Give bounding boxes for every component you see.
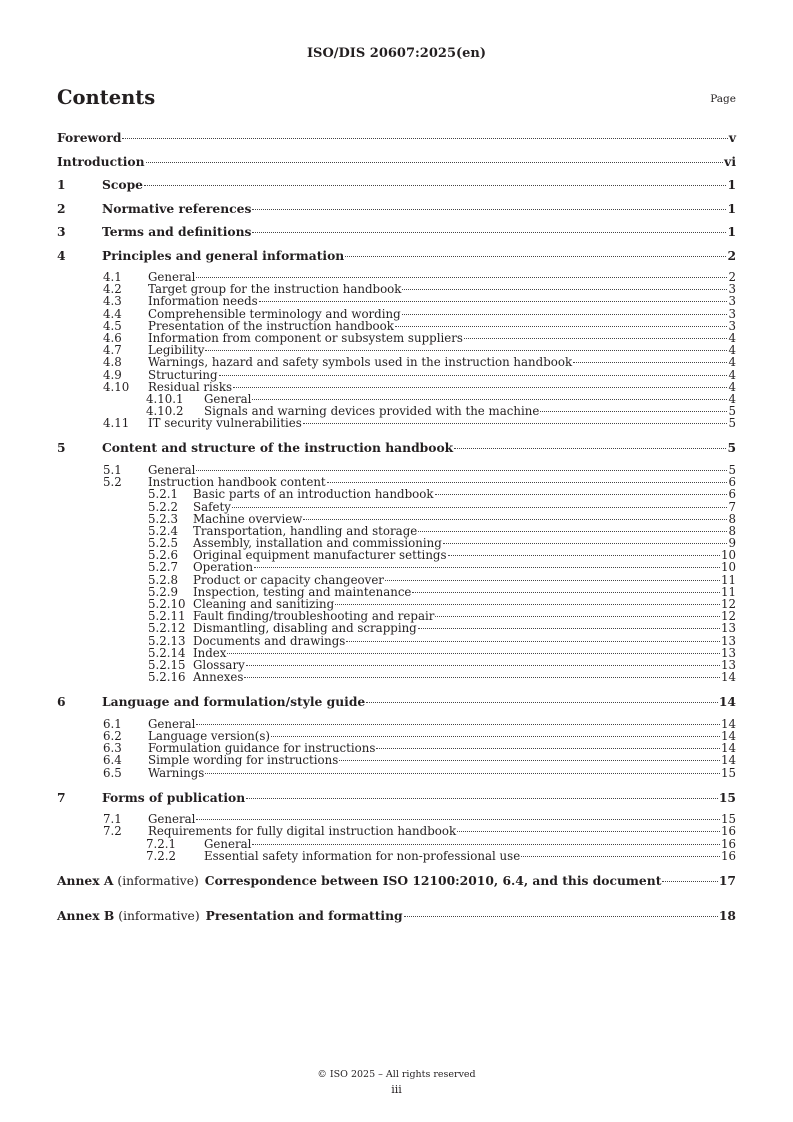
toc-entry-number: 4.7 [103, 343, 122, 358]
toc-entry[interactable] [57, 130, 736, 154]
toc-entry[interactable] [57, 694, 736, 718]
toc-dot-leader [196, 277, 727, 278]
toc-entry-number: 5.2 [103, 475, 122, 490]
toc-entry-number: 5.2.3 [148, 511, 179, 526]
toc-dot-leader [339, 760, 720, 761]
toc-entry[interactable] [57, 201, 736, 225]
toc-entry-page[interactable]: 16 [720, 824, 736, 839]
toc-entry-title[interactable]: Terms and definitions [102, 224, 252, 239]
toc-dot-leader [435, 616, 720, 617]
toc-entry-title[interactable]: Forms of publication [102, 789, 246, 805]
toc-entry-title[interactable]: Presentation and formatting [205, 907, 403, 923]
toc-entry-page[interactable]: 15 [718, 789, 736, 805]
toc-entry[interactable] [57, 825, 736, 837]
toc-entry-page[interactable]: 4 [728, 355, 736, 370]
toc-entry-number: 4.10 [103, 379, 130, 394]
toc-entry-title[interactable]: Fault finding/troubleshooting and repair [193, 609, 435, 624]
toc-entry-title[interactable]: Comprehensible terminology and wording [148, 306, 401, 321]
toc-entry-number: 6 [57, 694, 66, 710]
toc-entry-page[interactable]: 3 [728, 318, 736, 333]
toc-entry[interactable] [57, 308, 736, 320]
toc-entry-number: 4.8 [103, 355, 122, 370]
toc-dot-leader [404, 916, 718, 917]
toc-dot-leader [327, 482, 728, 483]
toc-entry-page[interactable]: 11 [720, 584, 736, 599]
toc-entry-title[interactable]: Residual risks [148, 379, 233, 394]
toc-entry-number: 4.3 [103, 294, 122, 309]
toc-entry[interactable] [57, 369, 736, 381]
toc-dot-leader [196, 470, 727, 471]
toc-entry-title[interactable]: Content and structure of the instruction handbook [102, 440, 454, 456]
toc-dot-leader [271, 736, 720, 737]
toc-dot-leader [402, 289, 727, 290]
toc-entry-page[interactable]: 14 [720, 753, 736, 768]
toc-dot-leader [244, 677, 720, 678]
toc-entry-number: 4.6 [103, 330, 122, 345]
toc-entry-number: 5.2.16 [148, 670, 186, 685]
toc-dot-leader [448, 555, 720, 556]
toc-entry-page[interactable]: 6 [728, 487, 736, 502]
toc-entry-number: 6.1 [103, 716, 122, 731]
toc-entry[interactable] [57, 488, 736, 500]
toc-entry[interactable] [57, 177, 736, 201]
toc-entry-number: 4.1 [103, 270, 122, 284]
toc-entry-page[interactable]: 4 [728, 367, 736, 382]
toc-annex-number: Annex A [57, 873, 114, 888]
toc-entry-number: 7.2.1 [146, 836, 177, 851]
toc-entry-number: 7.2.2 [146, 848, 177, 863]
page-column-label: Page [710, 93, 736, 105]
toc-entry-page[interactable]: 3 [728, 306, 736, 321]
toc-entry-number: 4.2 [103, 282, 122, 297]
toc-entry-number: 4.4 [103, 306, 122, 321]
toc-entry-page[interactable]: 4 [728, 330, 736, 345]
toc-entry-number: 4 [57, 247, 66, 263]
toc-entry-page[interactable]: 12 [720, 609, 736, 624]
toc-entry-page[interactable]: 5 [727, 440, 736, 456]
toc-entry-title[interactable]: Foreword [57, 130, 122, 145]
toc-entry-number: 5.2.8 [148, 572, 179, 587]
toc-entry-number: 5.2.10 [148, 597, 186, 611]
toc-entry-number: 6.3 [103, 741, 122, 756]
toc-entry[interactable] [57, 790, 736, 814]
toc-entry-title[interactable]: Machine overview [193, 511, 303, 526]
toc-entry-number: 2 [57, 200, 66, 216]
toc-entry-number: 5.2.11 [148, 609, 186, 624]
toc-entry-number: 4.10.2 [146, 404, 184, 419]
toc-entry-title[interactable]: Language version(s) [148, 729, 271, 743]
toc-entry-page[interactable]: 3 [728, 282, 736, 297]
toc-entry-page[interactable]: 2 [727, 247, 736, 263]
toc-entry-page[interactable]: 3 [728, 294, 736, 309]
toc-entry-page[interactable]: 15 [720, 765, 736, 780]
toc-entry-number: 4.10.1 [146, 391, 184, 406]
toc-entry-number: 5.2.6 [148, 548, 179, 563]
toc-entry-number: 1 [57, 177, 66, 192]
toc-dot-leader [402, 314, 728, 315]
toc-dot-leader [345, 256, 726, 257]
toc-entry-number: 5.2.4 [148, 523, 179, 538]
toc-entry-title[interactable]: Normative references [102, 200, 252, 216]
toc-entry-page[interactable]: 1 [727, 177, 736, 192]
toc-entry-number: 5.2.5 [148, 536, 179, 551]
toc-entry[interactable] [57, 754, 736, 766]
toc-entry-page[interactable]: 14 [720, 670, 736, 685]
toc-entry[interactable] [57, 501, 736, 513]
toc-entry-page[interactable]: vi [724, 153, 736, 169]
toc-entry-page[interactable]: 15 [720, 812, 736, 827]
toc-entry-page[interactable]: 1 [727, 224, 736, 239]
toc-dot-leader [252, 209, 726, 210]
toc-entry-page[interactable]: 5 [728, 462, 736, 477]
toc-entry[interactable] [57, 574, 736, 586]
toc-entry-number: 5.2.7 [148, 560, 179, 575]
toc-annex-type: (informative) [117, 874, 199, 888]
toc-entry-title[interactable]: Safety [193, 499, 231, 514]
toc-entry-title[interactable]: Introduction [57, 153, 145, 169]
toc-entry-title[interactable]: Dismantling, disabling and scrapping [193, 621, 417, 636]
page-number: iii [391, 1083, 402, 1096]
toc-entry-title[interactable]: Legibility [148, 343, 205, 358]
toc-entry-title[interactable]: General [204, 836, 252, 851]
toc-entry-page[interactable]: 16 [720, 848, 736, 863]
toc-entry-page[interactable]: 14 [718, 694, 736, 710]
toc-entry-page[interactable]: 4 [728, 391, 736, 406]
toc-entry-title[interactable]: Target group for the instruction handbook [148, 282, 402, 297]
toc-entry[interactable] [57, 838, 736, 850]
toc-dot-leader [252, 399, 727, 400]
toc-entry-title[interactable]: General [204, 391, 252, 406]
toc-dot-leader [395, 326, 728, 327]
toc-dot-leader [144, 185, 726, 186]
toc-entry[interactable] [57, 767, 736, 779]
toc-dot-leader [252, 844, 720, 845]
toc-entry-page[interactable]: 10 [720, 548, 736, 563]
toc-entry-number: 5.2.13 [148, 633, 186, 648]
toc-entry-number: 5.2.1 [148, 487, 179, 502]
toc-dot-leader [303, 423, 728, 424]
toc-entry-number: 5.2.2 [148, 499, 179, 514]
toc-dot-leader [233, 387, 727, 388]
toc-entry-title[interactable]: Transportation, handling and storage [193, 523, 418, 538]
toc-entry-title[interactable]: Annexes [193, 670, 244, 685]
toc-entry-page[interactable]: v [728, 130, 736, 145]
toc-entry-number: 5.2.14 [148, 645, 186, 660]
toc-entry[interactable] [57, 873, 736, 897]
toc-entry-page[interactable]: 13 [720, 621, 736, 636]
toc-entry[interactable] [57, 417, 736, 429]
toc-entry-page[interactable]: 18 [718, 907, 736, 923]
toc-entry-page[interactable]: 13 [720, 657, 736, 672]
toc-entry-number: 4.9 [103, 367, 122, 382]
toc-entry-number: 7.1 [103, 812, 122, 827]
toc-dot-leader [205, 350, 727, 351]
toc-dot-leader [521, 856, 720, 857]
toc-dot-leader [196, 724, 720, 725]
toc-entry-number: 6.2 [103, 729, 122, 743]
toc-entry-title[interactable]: IT security vulnerabilities [148, 416, 302, 431]
toc-entry-page[interactable]: 5 [728, 404, 736, 419]
contents-title: Contents [57, 86, 156, 109]
toc-entry-number: 7.2 [103, 824, 122, 839]
toc-dot-leader [196, 819, 720, 820]
toc-entry-title[interactable]: Information from component or subsystem suppliers [148, 330, 463, 345]
toc-entry[interactable] [57, 671, 736, 683]
document-id-header: ISO/DIS 20607:2025(en) [306, 46, 487, 61]
toc-dot-leader [418, 628, 720, 629]
toc-entry-page[interactable]: 4 [728, 379, 736, 394]
toc-entry-page[interactable]: 8 [728, 511, 736, 526]
toc-entry-number: 5.2.15 [148, 657, 186, 672]
toc-entry[interactable] [57, 440, 736, 464]
toc-entry-number: 5.1 [103, 462, 122, 477]
toc-entry-title[interactable]: Inspection, testing and maintenance [193, 584, 412, 599]
toc-entry-title[interactable]: Warnings [148, 765, 205, 780]
toc-dot-leader [385, 580, 720, 581]
copyright-notice: © ISO 2025 – All rights reserved [317, 1069, 476, 1080]
toc-dot-leader [205, 773, 720, 774]
toc-entry-page[interactable]: 14 [720, 729, 736, 743]
toc-entry[interactable] [57, 561, 736, 573]
toc-entry-page[interactable]: 14 [720, 716, 736, 731]
toc-entry[interactable] [57, 622, 736, 634]
toc-dot-leader [303, 519, 727, 520]
toc-entry-title[interactable]: Product or capacity changeover [193, 572, 384, 587]
toc-entry[interactable] [57, 908, 736, 932]
toc-entry-number: 6.5 [103, 765, 122, 780]
toc-dot-leader [335, 604, 720, 605]
toc-dot-leader [227, 653, 720, 654]
toc-entry-page[interactable]: 13 [720, 633, 736, 648]
toc-dot-leader [435, 494, 728, 495]
toc-entry-title[interactable]: Formulation guidance for instructions [148, 741, 376, 756]
toc-dot-leader [454, 448, 726, 449]
toc-entry-page[interactable]: 16 [720, 836, 736, 851]
toc-entry-title[interactable]: Correspondence between ISO 12100:2010, 6.4, and this document [204, 873, 662, 888]
toc-entry-page[interactable]: 13 [720, 645, 736, 660]
toc-dot-leader [146, 162, 724, 163]
toc-entry-title[interactable]: Cleaning and sanitizing [193, 597, 335, 611]
toc-entry-title[interactable]: Index [193, 645, 227, 660]
toc-entry-title[interactable]: Instruction handbook content [148, 475, 326, 490]
toc-dot-leader [443, 543, 728, 544]
toc-entry-title[interactable]: Basic parts of an introduction handbook [193, 487, 434, 502]
toc-entry-title[interactable]: Glossary [193, 657, 245, 672]
toc-entry-title[interactable]: Language and formulation/style guide [102, 694, 366, 710]
toc-entry-title[interactable]: Structuring [148, 367, 218, 382]
toc-entry-page[interactable]: 7 [728, 499, 736, 514]
toc-dot-leader [464, 338, 728, 339]
toc-dot-leader [122, 138, 727, 139]
toc-annex-type: (informative) [118, 908, 200, 923]
toc-dot-leader [259, 301, 728, 302]
toc-entry[interactable] [57, 248, 736, 272]
toc-entry-page[interactable]: 12 [720, 597, 736, 611]
toc-entry-title[interactable]: General [148, 812, 196, 827]
toc-entry-number: 7 [57, 789, 66, 805]
toc-entry-page[interactable]: 8 [728, 523, 736, 538]
toc-entry-title[interactable]: Information needs [148, 294, 258, 309]
toc-entry-number: 4.11 [103, 416, 130, 431]
toc-annex-number: Annex B [57, 907, 115, 923]
toc-dot-leader [418, 531, 727, 532]
toc-entry-title[interactable]: General [148, 462, 196, 477]
toc-entry[interactable] [57, 850, 736, 862]
toc-dot-leader [219, 375, 728, 376]
toc-dot-leader [366, 702, 718, 703]
toc-entry-number: 5.2.12 [148, 621, 186, 636]
toc-entry-title[interactable]: Principles and general information [102, 247, 345, 263]
toc-entry-title[interactable]: Signals and warning devices provided with the machine [204, 404, 540, 419]
toc-dot-leader [232, 507, 728, 508]
toc-dot-leader [246, 665, 720, 666]
toc-entry-title[interactable]: Operation [193, 560, 254, 575]
toc-entry-title[interactable]: Assembly, installation and commissioning [193, 536, 442, 551]
toc-entry-title[interactable]: Documents and drawings [193, 633, 346, 648]
toc-entry-title[interactable]: Original equipment manufacturer settings [193, 548, 447, 563]
toc-entry-page[interactable]: 2 [728, 270, 736, 284]
toc-dot-leader [573, 362, 727, 363]
toc-entry-page[interactable]: 4 [728, 343, 736, 358]
page-footer [0, 1067, 793, 1097]
toc-entry[interactable] [57, 356, 736, 368]
toc-entry-title[interactable]: Presentation of the instruction handbook [148, 318, 394, 333]
toc-dot-leader [540, 411, 727, 412]
toc-entry[interactable] [57, 154, 736, 178]
toc-entry-number: 4.5 [103, 318, 122, 333]
toc-entry-page[interactable]: 5 [728, 416, 736, 431]
toc-entry-number: 5.2.9 [148, 584, 179, 599]
toc-entry-title[interactable]: Simple wording for instructions [148, 753, 339, 768]
toc-dot-leader [252, 232, 726, 233]
toc-entry-title[interactable]: General [148, 716, 196, 731]
toc-dot-leader [346, 641, 720, 642]
toc-entry[interactable] [57, 224, 736, 248]
toc-entry-title[interactable]: Requirements for fully digital instruction handbook [148, 824, 457, 839]
toc-dot-leader [457, 831, 720, 832]
toc-entry[interactable] [57, 295, 736, 307]
toc-entry[interactable] [57, 635, 736, 647]
toc-entry-title[interactable]: Essential safety information for non-professional use [204, 848, 521, 863]
table-of-contents [57, 130, 736, 931]
toc-entry-page[interactable]: 10 [720, 560, 736, 575]
toc-dot-leader [376, 748, 720, 749]
toc-dot-leader [662, 881, 717, 882]
toc-entry-number: 6.4 [103, 753, 122, 768]
toc-dot-leader [254, 567, 720, 568]
toc-entry-title[interactable]: Warnings, hazard and safety symbols used in the instruction handbook [148, 355, 573, 370]
toc-entry-page[interactable]: 17 [718, 873, 736, 888]
toc-entry-number: 5 [57, 440, 66, 456]
toc-entry-number: 3 [57, 224, 66, 239]
toc-entry-page[interactable]: 1 [727, 200, 736, 216]
toc-entry-title[interactable]: General [148, 270, 196, 284]
toc-dot-leader [246, 798, 718, 799]
toc-entry-page[interactable]: 6 [728, 475, 736, 490]
toc-dot-leader [412, 592, 720, 593]
toc-entry-page[interactable]: 14 [720, 741, 736, 756]
toc-entry-page[interactable]: 11 [720, 572, 736, 587]
toc-entry-title[interactable]: Scope [102, 177, 143, 192]
toc-entry-page[interactable]: 9 [728, 536, 736, 551]
